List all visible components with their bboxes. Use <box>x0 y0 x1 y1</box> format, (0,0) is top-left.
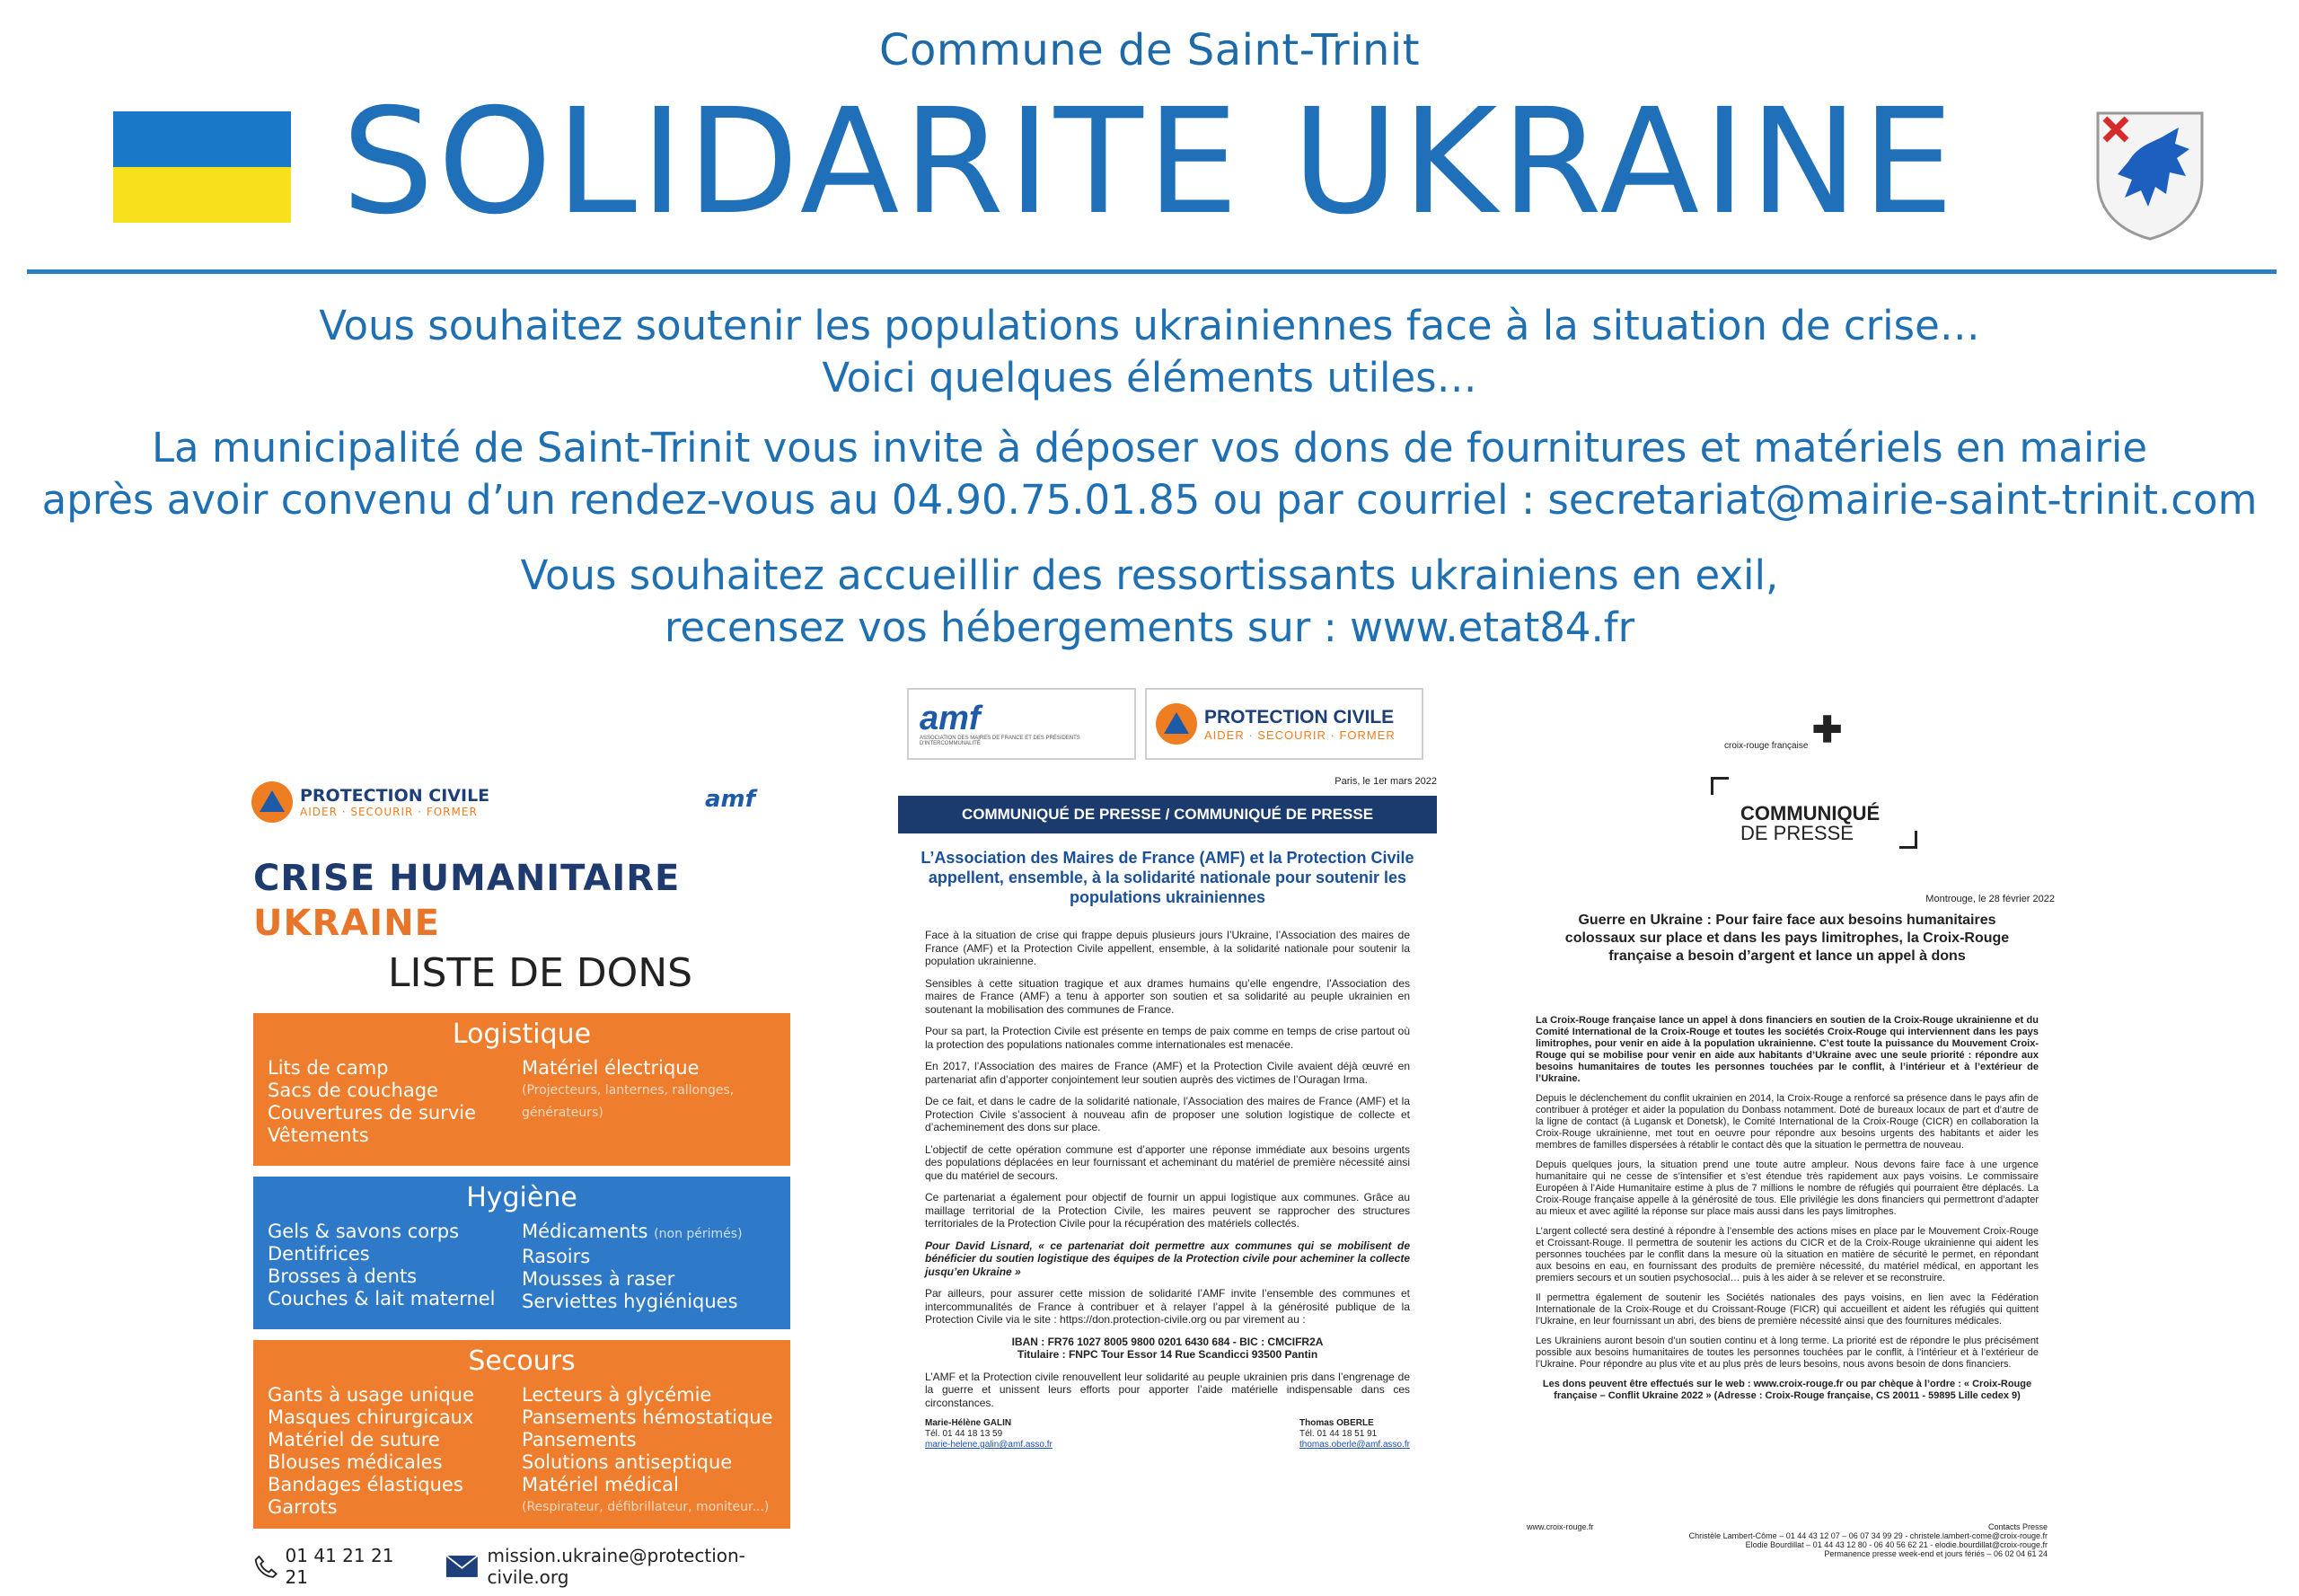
phone-icon <box>253 1553 278 1580</box>
secours-block <box>253 1340 790 1529</box>
contact-line: Permanence presse week-end et jours fériés – 06 02 04 61 24 <box>1824 1549 2048 1558</box>
intro-line-4: après avoir convenu d’un rendez-vous au 04.90.75.01.85 ou par courriel : secretariat@mairie-saint-trinit.com <box>41 476 2258 524</box>
list-item: Mousses à raser <box>522 1268 675 1290</box>
commune-name: Commune de Saint-Trinit <box>878 25 1421 75</box>
paragraph: Depuis le déclenchement du conflit ukrainien en 2014, la Croix-Rouge a renforcé sa présence dans le pays afin de contribuer à protéger et aider la population du Donbass notamment. Doté de bureaux locaux de part et d’autre de la ligne de contact (à Lugansk et Donetsk), le Comité International de la Croix-Rouge (CICR) en collaboration la Croix-Rouge ukrainienne, met tout en oeuvre pour répondre aux besoins urgents des habitants et aider les membres de familles dispersées à rétablir le contact dès que la situation le permettra de nouveau. <box>1536 1093 2039 1151</box>
amf-logo: amf <box>705 786 755 813</box>
paragraph: Il permettra également de soutenir les Sociétés nationales des pays voisins, en lien avec la Fédération Internationale de la Croix-Rouge et du Croissant-Rouge (FICR) qui accueillent et aident les réfugiés qui quittent l’Ukraine, en leur fournissant un abri, des biens de première nécessité ainsi que des fournitures médicales. <box>1536 1292 2039 1327</box>
list-item: Bandages élastiques <box>268 1474 463 1495</box>
paragraph: Pour David Lisnard, « ce partenariat doit permettre aux communes qui se mobilisent de bénéficier du soutien logistique des équipes de la Protection civile pour acheminer la collecte jusqu’en Ukraine » <box>925 1239 1410 1278</box>
list-item-note: (Projecteurs, lanternes, rallonges, générateurs) <box>522 1083 735 1120</box>
list-item-note: (Respirateur, défibrillateur, moniteur...) <box>522 1500 770 1514</box>
communique-title-2: DE PRESSE <box>1740 822 1854 844</box>
paragraph: Par ailleurs, pour assurer cette mission de solidarité l’AMF invite l’ensemble des communes et intercommunalités de France à contribuer et à relayer l’appel à la générosité publique de la Protection Civile via le site : https://don.protection-civile.org ou par virement au : <box>925 1287 1410 1326</box>
list-item: Dentifrices <box>268 1243 370 1265</box>
page-title: SOLIDARITE UKRAINE <box>341 78 1958 247</box>
paragraph: L’argent collecté sera destiné à répondre à l’ensemble des actions mises en place par le Mouvement Croix-Rouge et Croissant-Rouge. Il permettra de soutenir les actions du CICR et de la Croix-Rouge ukrainienne qui aident les personnes touchées par le conflit dans la mesure où la situation en matière de sécurité le permet, en répondant aux besoins en eau, en fournissant des produits de première nécessité, du matériel médical, en apportant les premiers secours et un soutien psychosocial… puis à les aider à se relever et se reconstruire. <box>1536 1226 2039 1283</box>
panel1-phone: 01 41 21 21 21 <box>285 1545 394 1588</box>
iban: IBAN : FR76 1027 8005 9800 0201 6430 684 - BIC : CMCIFR2A <box>1011 1335 1324 1348</box>
protection-civile-logo <box>251 781 489 823</box>
coat-of-arms-icon <box>2092 108 2207 242</box>
amf-subtitle: ASSOCIATION DES MAIRES DE FRANCE ET DES PRÉSIDENTS D'INTERCOMMUNALITÉ <box>920 736 1080 746</box>
panel1-contact <box>253 1545 799 1588</box>
list-item: Couches & lait maternel <box>268 1288 496 1309</box>
pc-name: PROTECTION CIVILE <box>300 786 490 806</box>
croix-rouge-name: croix-rouge française <box>1724 741 1809 751</box>
list-item: Garrots <box>268 1496 338 1518</box>
release-body <box>925 929 1410 1451</box>
contact-line: Christèle Lambert-Côme – 01 44 43 12 07 – 06 07 34 99 29 - christele.lambert-come@croix-rouge.fr <box>1688 1531 2048 1540</box>
contact-line: Elodie Bourdillat – 01 44 43 12 80 - 06 40 56 62 21 - elodie.bourdillat@croix-rouge.fr <box>1745 1540 2048 1549</box>
list-item: Pansements <box>522 1429 637 1451</box>
contact-tel: Tél. 01 44 18 51 91 <box>1299 1429 1378 1439</box>
secours-title: Secours <box>468 1345 576 1377</box>
paragraph: Sensibles à cette situation tragique et aux drames humains qu’elle engendre, l’Association des maires de France (AMF) a tenu à apporter son soutien et sa solidarité au peuple ukrainien en soutenant la mobilisation des communes de France. <box>925 976 1410 1016</box>
paragraph: Les dons peuvent être effectués sur le web : www.croix-rouge.fr ou par chèque à l’ordre : « Croix-Rouge française – Conflit Ukraine 2022 » (Adresse : Croix-Rouge française, CS 20011 - 59895 Lille cedex 9) <box>1542 1379 2032 1401</box>
release-body <box>1536 1015 2039 1410</box>
press-band: COMMUNIQUÉ DE PRESSE / COMMUNIQUÉ DE PRESSE <box>898 796 1437 833</box>
communique-title-1: COMMUNIQUÉ <box>1740 802 1881 824</box>
list-item: Rasoirs <box>522 1246 591 1267</box>
contact-tel: Tél. 01 44 18 13 59 <box>925 1429 1003 1439</box>
list-item: Masques chirurgicaux <box>268 1406 474 1428</box>
list-item: Brosses à dents <box>268 1265 418 1287</box>
crisis-title: CRISE HUMANITAIRE <box>253 858 681 899</box>
intro-line-1: Vous souhaitez soutenir les populations ukrainiennes face à la situation de crise… <box>319 302 1980 349</box>
protection-civile-icon <box>1156 703 1197 745</box>
release-date: Paris, le 1er mars 2022 <box>1334 776 1437 787</box>
contact-name: Thomas OBERLE <box>1299 1418 1374 1428</box>
protection-civile-icon <box>251 781 293 823</box>
pc-logo-box <box>1145 688 1423 760</box>
list-item-note: (non périmés) <box>654 1227 743 1241</box>
intro-line-5: Vous souhaitez accueillir des ressortissants ukrainiens en exil, <box>520 551 1779 599</box>
donation-list-title: LISTE DE DONS <box>388 950 693 996</box>
paragraph: Pour sa part, la Protection Civile est présente en temps de paix comme en temps de crise partout où la protection des populations nationales comme internationales est menacée. <box>925 1025 1410 1051</box>
hygiene-title: Hygiène <box>466 1182 577 1213</box>
list-item: Gels & savons corps <box>268 1221 460 1242</box>
contacts-label: Contacts Presse <box>1987 1522 2048 1531</box>
mail-icon <box>445 1554 479 1579</box>
paragraph: L’AMF et la Protection civile renouvellent leur solidarité au peuple ukrainien pris dans l’engrenage de la guerre et unissent leurs efforts pour apporter l’aide matérielle indispensable dans ces circonstances. <box>925 1370 1410 1409</box>
communique-title <box>1740 804 1880 843</box>
site-link[interactable]: www.croix-rouge.fr <box>1527 1522 1594 1531</box>
amf-press-release <box>898 688 1437 1586</box>
croix-rouge-logo <box>1724 710 1842 751</box>
contact-1 <box>925 1418 1053 1451</box>
paragraph: Les Ukrainiens auront besoin d’un soutien continu et à long terme. La priorité est de répondre le plus précisément possible aux besoins humanitaires de toutes les personnes touchées par le conflit, à l’intérieur et à l’extérieur de l’Ukraine. Pour répondre au plus vite et au plus près de leurs besoins, nous avons besoin de dons financiers. <box>1536 1336 2039 1370</box>
list-item: Gants à usage unique <box>268 1384 474 1406</box>
pc-motto: AIDER · SECOURIR · FORMER <box>1204 727 1396 742</box>
paragraph: L’objectif de cette opération commune est d’apporter une réponse immédiate aux besoins urgents des populations déplacées en leur fournissant et acheminant du matériel de première nécessité ainsi que du matériel de secours. <box>925 1142 1410 1182</box>
cross-icon: ✚ <box>1811 710 1843 750</box>
hygiene-block <box>253 1177 790 1329</box>
release-headline: Guerre en Ukraine : Pour faire face aux besoins humanitaires colossaux sur place et dans les pays limitrophes, la Croix-Rouge française a besoin d’argent et lance un appel à dons <box>1564 913 2010 964</box>
paragraph: Ce partenariat a également pour objectif de fournir un appui logistique aux communes. Grâce au maillage territorial de la Protection Civile, les maires peuvent se rapprocher des structures territoriales de la Protection Civile pour la récupération des matériels collectés. <box>925 1191 1410 1230</box>
crisis-country: UKRAINE <box>253 903 440 944</box>
release-headline: L’Association des Maires de France (AMF) et la Protection Civile appellent, ensemble, à la solidarité nationale pour soutenir les populations ukrainiennes <box>920 849 1414 906</box>
paragraph: En 2017, l’Association des maires de France (AMF) et la Protection Civile avaient déjà œuvré en partenariat afin d’apporter conjointement leur soutien auprès des victimes de l’Ouragan Irma. <box>925 1060 1410 1086</box>
list-item: Matériel de suture <box>268 1429 440 1451</box>
logistique-title: Logistique <box>452 1018 592 1050</box>
donation-list-panel <box>242 772 799 1590</box>
list-item: Matériel électrique <box>522 1057 700 1079</box>
logistique-block <box>253 1013 790 1166</box>
list-item: Matériel médical <box>522 1474 679 1495</box>
list-item: Lits de camp <box>268 1057 389 1079</box>
ukraine-flag <box>113 111 291 223</box>
header-divider <box>27 269 2277 274</box>
release-footer <box>1527 1522 2048 1558</box>
release-date: Montrouge, le 28 février 2022 <box>1925 894 2055 904</box>
list-item: Couvertures de survie <box>268 1102 477 1124</box>
croix-rouge-press-release <box>1509 710 2066 1594</box>
contact-mail[interactable]: thomas.oberle@amf.asso.fr <box>1299 1440 1410 1450</box>
pc-motto: AIDER · SECOURIR · FORMER <box>300 806 478 818</box>
intro-line-6: recensez vos hébergements sur : www.etat84.fr <box>664 604 1635 651</box>
contact-mail[interactable]: marie-helene.galin@amf.asso.fr <box>925 1440 1053 1450</box>
list-item: Serviettes hygiéniques <box>522 1291 738 1312</box>
list-item: Médicaments <box>522 1221 648 1242</box>
pc-name: PROTECTION CIVILE <box>1204 706 1395 727</box>
amf-logo-box <box>907 688 1136 760</box>
paragraph: De ce fait, et dans le cadre de la solidarité nationale, l’Association des maires de France (AMF) et la Protection Civile s’associent à nouveau afin de proposer une solution logistique de collecte et d’acheminement des dons sur place. <box>925 1095 1410 1133</box>
titulaire: Titulaire : FNPC Tour Essor 14 Rue Scandicci 93500 Pantin <box>1017 1348 1318 1361</box>
contact-2 <box>1299 1418 1410 1451</box>
amf-logo: amf <box>920 700 981 737</box>
flag-blue-stripe <box>113 111 291 167</box>
list-item: Solutions antiseptique <box>522 1451 733 1473</box>
list-item: Vêtements <box>268 1124 369 1146</box>
intro-line-2: Voici quelques éléments utiles… <box>822 354 1477 401</box>
list-item: Sacs de couchage <box>268 1080 438 1101</box>
flag-yellow-stripe <box>113 167 291 223</box>
list-item: Blouses médicales <box>268 1451 443 1473</box>
paragraph: La Croix-Rouge française lance un appel à dons financiers en soutien de la Croix-Rouge ukrainienne et du Comité International de la Croix-Rouge et toutes les sociétés Croix-Rouge qui interviennent dans les pays limitrophes, pour venir en aide à la population ukrainienne. C’est toute la puissance du Mouvement Croix-Rouge qui se mobilise pour venir en aide aux habitants d’Ukraine avec une seule priorité : répondre aux besoins humanitaires de toutes les personnes touchées par le conflit, à l’intérieur et à l’extérieur de l’Ukraine. <box>1536 1015 2039 1084</box>
list-item: Pansements hémostatique <box>522 1406 773 1428</box>
intro-line-3: La municipalité de Saint-Trinit vous invite à déposer vos dons de fournitures et matériels en mairie <box>151 424 2148 472</box>
paragraph: Depuis quelques jours, la situation prend une toute autre ampleur. Nous devons faire face à une urgence humanitaire qui ne cesse de s’intensifier et s’est étendue très rapidement aux pays voisins. Le commissaire Européen à l’Aide Humanitaire estime à plus de 7 millions le nombre de réfugiés qui pourraient être déplacés. La Croix-Rouge française appelle à la générosité de tous. Elle privilégie les dons financiers qui permettront d’adapter au mieux et avec agilité la réponse sur place mais aussi dans les pays limitrophes. <box>1536 1160 2039 1217</box>
contact-name: Marie-Hélène GALIN <box>925 1418 1012 1428</box>
panel1-email[interactable]: mission.ukraine@protection-civile.org <box>487 1545 745 1588</box>
list-item: Lecteurs à glycémie <box>522 1384 712 1406</box>
paragraph: Face à la situation de crise qui frappe depuis plusieurs jours l’Ukraine, l’Association des maires de France (AMF) et la Protection Civile appellent, ensemble, à la solidarité nationale pour soutenir la population ukrainienne. <box>925 929 1410 967</box>
